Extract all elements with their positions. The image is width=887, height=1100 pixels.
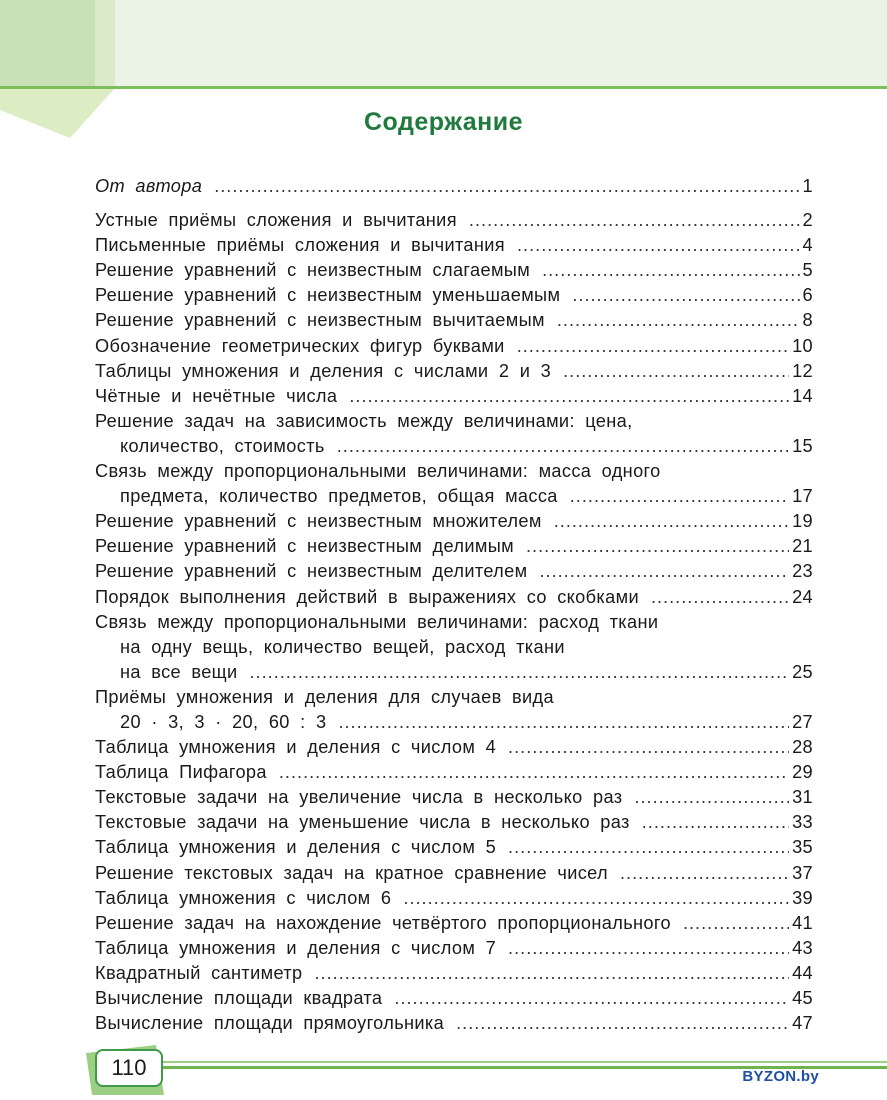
toc-leader-dots: [338, 710, 789, 735]
toc-entry: [95, 208, 813, 233]
toc-leader-dots: [394, 986, 789, 1011]
toc-entry: [95, 585, 813, 610]
toc-page-number: 41: [792, 912, 813, 933]
page-number: 110: [95, 1049, 163, 1087]
toc-entry-title: Чётные и нечётные числа: [95, 385, 338, 406]
toc-leader-dots: [214, 174, 799, 199]
toc-leader-dots: [539, 559, 789, 584]
toc-entry: [95, 384, 813, 409]
toc-entry-title: Решение текстовых задач на кратное сравнение чисел: [95, 862, 608, 883]
toc-entry-line: [95, 685, 813, 710]
toc-page-number: 27: [792, 711, 813, 732]
toc-entry-title: Таблица умножения с числом 6: [95, 887, 392, 908]
toc-entry-title: на одну вещь, количество вещей, расход ткани: [120, 636, 565, 657]
toc-page-number: 23: [792, 561, 813, 582]
toc-entry: [95, 986, 813, 1011]
toc-leader-dots: [517, 233, 800, 258]
toc-leader-dots: [557, 308, 800, 333]
toc-page-number: 39: [792, 887, 813, 908]
toc-entry-title: Письменные приёмы сложения и вычитания: [95, 235, 505, 256]
toc-page-number: 10: [792, 335, 813, 356]
toc-entry-title: предмета, количество предметов, общая масса: [120, 486, 558, 507]
toc-entry-line: [95, 409, 813, 434]
toc-entry-title: на все вещи: [120, 661, 238, 682]
toc-leader-dots: [517, 334, 789, 359]
toc-leader-dots: [508, 835, 789, 860]
toc-leader-dots: [642, 810, 789, 835]
toc-leader-dots: [403, 886, 789, 911]
toc-page-number: 2: [802, 210, 813, 231]
toc-leader-dots: [620, 861, 789, 886]
toc-entry-title: Связь между пропорциональными величинами: масса одного: [95, 461, 661, 482]
toc-entry-title: Таблица умножения и деления с числом 7: [95, 937, 497, 958]
toc-page-number: 15: [792, 435, 813, 456]
toc-page-number: 45: [792, 988, 813, 1008]
toc-entry-title: 20 · 3, 3 · 20, 60 : 3: [120, 711, 327, 732]
toc-entry: [95, 308, 813, 333]
toc-entry: [95, 911, 813, 936]
header-divider: [0, 86, 887, 89]
toc-entry-title: Решение уравнений с неизвестным уменьшаемым: [95, 285, 561, 306]
toc-entry: [95, 559, 813, 584]
toc-page-number: 17: [792, 486, 813, 507]
toc-entry-title: Решение уравнений с неизвестным слагаемым: [95, 260, 531, 281]
toc-entry: [95, 886, 813, 911]
toc-page-number: 37: [792, 862, 813, 883]
toc-entry-line: [95, 459, 813, 484]
toc-page-number: 4: [802, 235, 813, 256]
toc-entry-title: Таблицы умножения и деления с числами 2 и 3: [95, 360, 552, 381]
toc-leader-dots: [683, 911, 789, 936]
toc-entry-title: Связь между пропорциональными величинами: расход ткани: [95, 611, 659, 632]
toc-leader-dots: [249, 660, 789, 685]
toc-entry-title: Вычисление площади квадрата: [95, 988, 383, 1008]
toc-entry: [95, 283, 813, 308]
toc-entry: [95, 760, 813, 785]
toc-leader-dots: [651, 585, 789, 610]
toc-page-number: 14: [792, 385, 813, 406]
toc-entry-title: Текстовые задачи на увеличение числа в несколько раз: [95, 787, 623, 808]
toc-entry-title: Таблица умножения и деления с числом 5: [95, 837, 497, 858]
toc-leader-dots: [526, 534, 789, 559]
toc-entry-title: Устные приёмы сложения и вычитания: [95, 210, 457, 231]
toc-entry: [95, 710, 813, 735]
toc-page-number: 25: [792, 661, 813, 682]
toc-entry: [95, 810, 813, 835]
toc-page-number: 29: [792, 762, 813, 783]
toc-page-number: 33: [792, 812, 813, 833]
toc-entry-line: [95, 635, 813, 660]
toc-page-number: 43: [792, 937, 813, 958]
toc-leader-dots: [456, 1011, 789, 1036]
toc-entry: [95, 334, 813, 359]
toc-page-number: 35: [792, 837, 813, 858]
toc-page-number: 44: [792, 962, 813, 983]
toc-leader-dots: [563, 359, 789, 384]
toc-entry-title: Таблица умножения и деления с числом 4: [95, 737, 497, 758]
toc-entry: [95, 835, 813, 860]
toc-leader-dots: [337, 434, 789, 459]
toc-entry-title: Приёмы умножения и деления для случаев вида: [95, 686, 554, 707]
page-title: Содержание: [363, 108, 524, 136]
toc-entry: [95, 1011, 813, 1036]
toc-entry: [95, 509, 813, 534]
toc-entry-title: Текстовые задачи на уменьшение числа в несколько раз: [95, 812, 630, 833]
toc-entry-title: Решение задач на зависимость между величинами: цена,: [95, 410, 633, 431]
toc-page-number: 1: [802, 176, 813, 196]
toc-entry-title: Вычисление площади прямоугольника: [95, 1013, 445, 1034]
toc-leader-dots: [508, 936, 789, 961]
toc-page-number: 6: [802, 285, 813, 306]
toc-leader-dots: [314, 961, 789, 986]
toc-entry: [95, 534, 813, 559]
toc-page-number: 28: [792, 737, 813, 758]
toc-page-number: 12: [792, 360, 813, 381]
toc-entry: [95, 660, 813, 685]
toc-entry-title: Таблица Пифагора: [95, 762, 267, 783]
toc-leader-dots: [554, 509, 789, 534]
toc-leader-dots: [572, 283, 799, 308]
toc-leader-dots: [570, 484, 789, 509]
toc-entry: [95, 936, 813, 961]
toc-entry-title: Решение задач на нахождение четвёртого пропорционального: [95, 912, 671, 933]
toc-entry: [95, 258, 813, 283]
toc-page-number: 24: [792, 586, 813, 607]
toc-page-number: 19: [792, 511, 813, 532]
toc-entry: [95, 359, 813, 384]
toc-entry: [95, 735, 813, 760]
toc-leader-dots: [634, 785, 789, 810]
toc-entry-title: количество, стоимость: [120, 435, 325, 456]
toc-page-number: 21: [792, 536, 813, 557]
toc-entry-title: Квадратный сантиметр: [95, 962, 303, 983]
toc-entry: [95, 961, 813, 986]
toc-entry-title: Решение уравнений с неизвестным делителем: [95, 561, 528, 582]
toc-entry: [95, 174, 813, 199]
toc-page-number: 5: [802, 260, 813, 281]
toc-entry: [95, 785, 813, 810]
brand-watermark: BYZON.by: [742, 1068, 819, 1085]
toc-entry-title: Решение уравнений с неизвестным множителем: [95, 511, 542, 532]
toc-page-number: 47: [792, 1013, 813, 1034]
toc-page-number: 8: [802, 310, 813, 331]
toc-entry-title: Обозначение геометрических фигур буквами: [95, 335, 505, 356]
toc-leader-dots: [542, 258, 799, 283]
toc-entry: [95, 484, 813, 509]
toc-entry: [95, 434, 813, 459]
toc-leader-dots: [279, 760, 789, 785]
toc-entry-title: Решение уравнений с неизвестным делимым: [95, 536, 514, 557]
toc-entry-title: Порядок выполнения действий в выражениях со скобками: [95, 586, 639, 607]
table-of-contents: [95, 174, 813, 1036]
toc-entry: [95, 861, 813, 886]
toc-entry-title: Решение уравнений с неизвестным вычитаемым: [95, 310, 545, 331]
footer-divider-thin: [160, 1061, 887, 1063]
toc-page-number: 31: [792, 787, 813, 808]
toc-leader-dots: [508, 735, 789, 760]
toc-entry-line: [95, 610, 813, 635]
toc-leader-dots: [349, 384, 789, 409]
toc-entry: [95, 233, 813, 258]
toc-entry-title: От автора: [95, 176, 203, 196]
toc-leader-dots: [469, 208, 800, 233]
